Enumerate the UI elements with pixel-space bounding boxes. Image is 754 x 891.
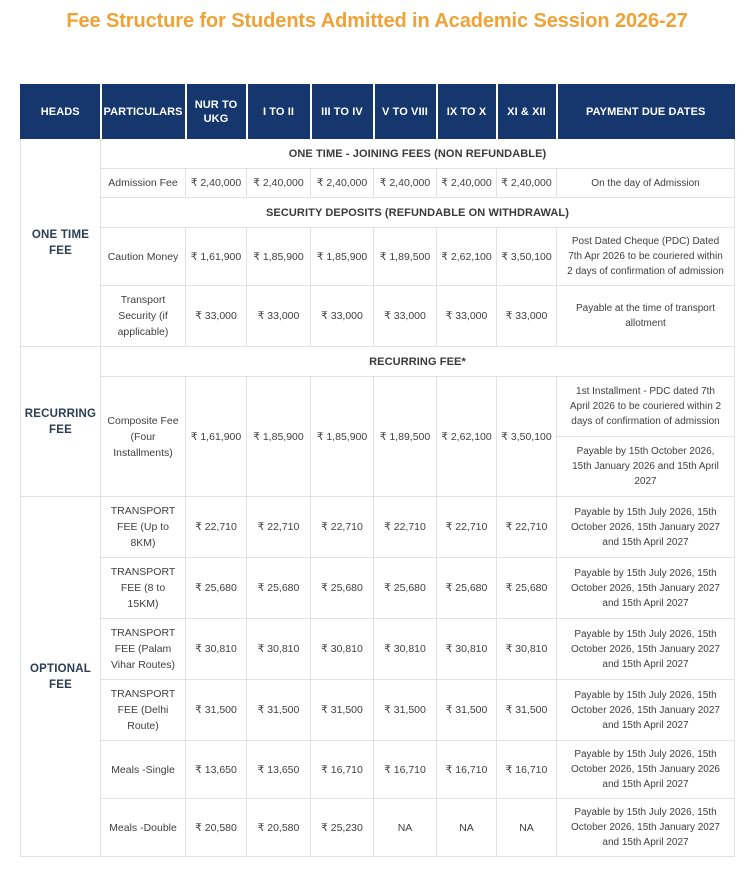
table-row xyxy=(21,377,735,497)
table-row xyxy=(21,228,735,286)
cell-amount: ₹ 25,680 xyxy=(186,558,247,619)
cell-due-date-remaining-installments: Payable by 15th October 2026, 15th January 2026 and 15th April 2027 xyxy=(572,446,719,487)
cell-amount: ₹ 3,50,100 xyxy=(497,228,557,286)
cell-amount: ₹ 33,000 xyxy=(374,286,437,347)
cell-amount: ₹ 20,580 xyxy=(247,799,311,857)
table-row xyxy=(21,139,735,169)
cell-due-date: Payable at the time of transport allotment xyxy=(557,286,735,347)
cell-amount: ₹ 31,500 xyxy=(311,680,374,741)
section-head-optional-fee: OPTIONAL FEE xyxy=(21,497,101,857)
cell-amount: ₹ 2,40,000 xyxy=(374,169,437,198)
cell-due-date-split xyxy=(557,377,735,497)
column-header-ix-to-x: IX TO X xyxy=(437,85,497,139)
cell-amount: ₹ 33,000 xyxy=(247,286,311,347)
cell-due-date: Payable by 15th July 2026, 15th October 2026, 15th January 2027 and 15th April 2027 xyxy=(557,619,735,680)
cell-amount: ₹ 2,40,000 xyxy=(497,169,557,198)
cell-amount: ₹ 22,710 xyxy=(497,497,557,558)
cell-amount: NA xyxy=(437,799,497,857)
cell-amount: ₹ 30,810 xyxy=(374,619,437,680)
cell-amount: ₹ 30,810 xyxy=(497,619,557,680)
cell-amount: ₹ 31,500 xyxy=(374,680,437,741)
cell-due-date: Payable by 15th July 2026, 15th October 2026, 15th January 2027 and 15th April 2027 xyxy=(557,558,735,619)
cell-amount: ₹ 13,650 xyxy=(247,741,311,799)
banner-recurring-fee: RECURRING FEE* xyxy=(101,347,735,377)
cell-due-date: Payable by 15th July 2026, 15th October 2026, 15th January 2027 and 15th April 2027 xyxy=(557,497,735,558)
cell-amount: ₹ 30,810 xyxy=(437,619,497,680)
cell-amount: ₹ 1,85,900 xyxy=(247,228,311,286)
cell-amount: ₹ 33,000 xyxy=(497,286,557,347)
cell-amount: ₹ 2,40,000 xyxy=(247,169,311,198)
cell-amount: ₹ 31,500 xyxy=(247,680,311,741)
table-row xyxy=(21,619,735,680)
cell-amount: ₹ 30,810 xyxy=(311,619,374,680)
cell-amount: ₹ 22,710 xyxy=(374,497,437,558)
cell-amount: ₹ 30,810 xyxy=(186,619,247,680)
cell-amount: ₹ 1,89,500 xyxy=(374,228,437,286)
cell-amount: ₹ 31,500 xyxy=(437,680,497,741)
column-header-xi-and-xii: XI & XII xyxy=(497,85,557,139)
cell-amount: ₹ 25,680 xyxy=(497,558,557,619)
cell-amount: ₹ 22,710 xyxy=(247,497,311,558)
table-row xyxy=(21,169,735,198)
table-row xyxy=(21,558,735,619)
header-row xyxy=(21,85,735,139)
section-head-one-time-fee: ONE TIME FEE xyxy=(21,139,101,347)
fee-structure-table xyxy=(20,84,735,857)
cell-amount: ₹ 2,40,000 xyxy=(186,169,247,198)
cell-amount: ₹ 16,710 xyxy=(437,741,497,799)
cell-amount: ₹ 30,810 xyxy=(247,619,311,680)
cell-amount: ₹ 1,61,900 xyxy=(186,228,247,286)
cell-amount: ₹ 16,710 xyxy=(374,741,437,799)
row-label-meals-double: Meals -Double xyxy=(101,799,186,857)
cell-due-date: Payable by 15th July 2026, 15th October 2026, 15th January 2027 and 15th April 2027 xyxy=(557,799,735,857)
table-header xyxy=(21,85,735,139)
page-title: Fee Structure for Students Admitted in Academic Session 2026-27 xyxy=(66,10,688,32)
column-header-iii-to-iv: III TO IV xyxy=(311,85,374,139)
cell-amount: ₹ 2,40,000 xyxy=(311,169,374,198)
cell-amount: ₹ 25,680 xyxy=(437,558,497,619)
cell-amount: ₹ 2,40,000 xyxy=(437,169,497,198)
cell-amount: ₹ 31,500 xyxy=(186,680,247,741)
column-header-heads: HEADS xyxy=(21,85,101,139)
cell-amount: ₹ 1,89,500 xyxy=(374,377,437,497)
cell-due-date: Payable by 15th July 2026, 15th October 2026, 15th January 2027 and 15th April 2027 xyxy=(557,680,735,741)
cell-amount: NA xyxy=(497,799,557,857)
banner-joining-fees: ONE TIME - JOINING FEES (NON REFUNDABLE) xyxy=(101,139,735,169)
cell-due-date: On the day of Admission xyxy=(557,169,735,198)
row-label-meals-single: Meals -Single xyxy=(101,741,186,799)
column-header-payment-due-dates: PAYMENT DUE DATES xyxy=(557,85,735,139)
cell-amount: ₹ 25,680 xyxy=(374,558,437,619)
table-row xyxy=(21,497,735,558)
cell-amount: ₹ 3,50,100 xyxy=(497,377,557,497)
table-row xyxy=(21,286,735,347)
cell-amount: ₹ 1,85,900 xyxy=(311,377,374,497)
cell-amount: ₹ 1,85,900 xyxy=(247,377,311,497)
table-row xyxy=(21,741,735,799)
column-header-v-to-viii: V TO VIII xyxy=(374,85,437,139)
table-row xyxy=(21,680,735,741)
table-body xyxy=(21,139,735,857)
row-label-transport-security: Transport Security (if applicable) xyxy=(101,286,186,347)
table-row xyxy=(21,347,735,377)
cell-amount: ₹ 16,710 xyxy=(497,741,557,799)
cell-amount: ₹ 33,000 xyxy=(437,286,497,347)
column-header-i-to-ii: I TO II xyxy=(247,85,311,139)
cell-amount: NA xyxy=(374,799,437,857)
cell-due-date: Payable by 15th July 2026, 15th October 2026, 15th January 2026 and 15th April 2027 xyxy=(557,741,735,799)
section-head-recurring-fee: RECURRING FEE xyxy=(21,347,101,497)
cell-amount: ₹ 22,710 xyxy=(437,497,497,558)
cell-amount: ₹ 25,680 xyxy=(311,558,374,619)
cell-amount: ₹ 2,62,100 xyxy=(437,377,497,497)
row-label-caution-money: Caution Money xyxy=(101,228,186,286)
row-label-transport-fee-15km: TRANSPORT FEE (8 to 15KM) xyxy=(101,558,186,619)
cell-amount: ₹ 20,580 xyxy=(186,799,247,857)
cell-amount: ₹ 33,000 xyxy=(186,286,247,347)
cell-amount: ₹ 13,650 xyxy=(186,741,247,799)
cell-amount: ₹ 2,62,100 xyxy=(437,228,497,286)
fee-table-container xyxy=(20,84,734,857)
cell-amount: ₹ 1,61,900 xyxy=(186,377,247,497)
cell-amount: ₹ 25,680 xyxy=(247,558,311,619)
cell-amount: ₹ 25,230 xyxy=(311,799,374,857)
table-row xyxy=(21,799,735,857)
cell-due-date: Post Dated Cheque (PDC) Dated 7th Apr 2026 to be couriered within 2 days of confirmation of admission xyxy=(557,228,735,286)
column-header-nur-to-ukg: NUR TO UKG xyxy=(186,85,247,139)
cell-due-date-first-installment: 1st Installment - PDC dated 7th April 2026 to be couriered within 2 days of confirmation of admission xyxy=(557,377,734,437)
column-header-particulars: PARTICULARS xyxy=(101,85,186,139)
row-label-composite-fee: Composite Fee (Four Installments) xyxy=(101,377,186,497)
cell-amount: ₹ 1,85,900 xyxy=(311,228,374,286)
banner-security-deposits: SECURITY DEPOSITS (REFUNDABLE ON WITHDRAWAL) xyxy=(101,198,735,228)
row-label-transport-fee-palam-vihar: TRANSPORT FEE (Palam Vihar Routes) xyxy=(101,619,186,680)
cell-amount: ₹ 33,000 xyxy=(311,286,374,347)
row-label-admission-fee: Admission Fee xyxy=(101,169,186,198)
cell-amount: ₹ 22,710 xyxy=(311,497,374,558)
cell-amount: ₹ 31,500 xyxy=(497,680,557,741)
row-label-transport-fee-delhi-route: TRANSPORT FEE (Delhi Route) xyxy=(101,680,186,741)
table-row xyxy=(21,198,735,228)
cell-amount: ₹ 22,710 xyxy=(186,497,247,558)
cell-amount: ₹ 16,710 xyxy=(311,741,374,799)
row-label-transport-fee-8km: TRANSPORT FEE (Up to 8KM) xyxy=(101,497,186,558)
